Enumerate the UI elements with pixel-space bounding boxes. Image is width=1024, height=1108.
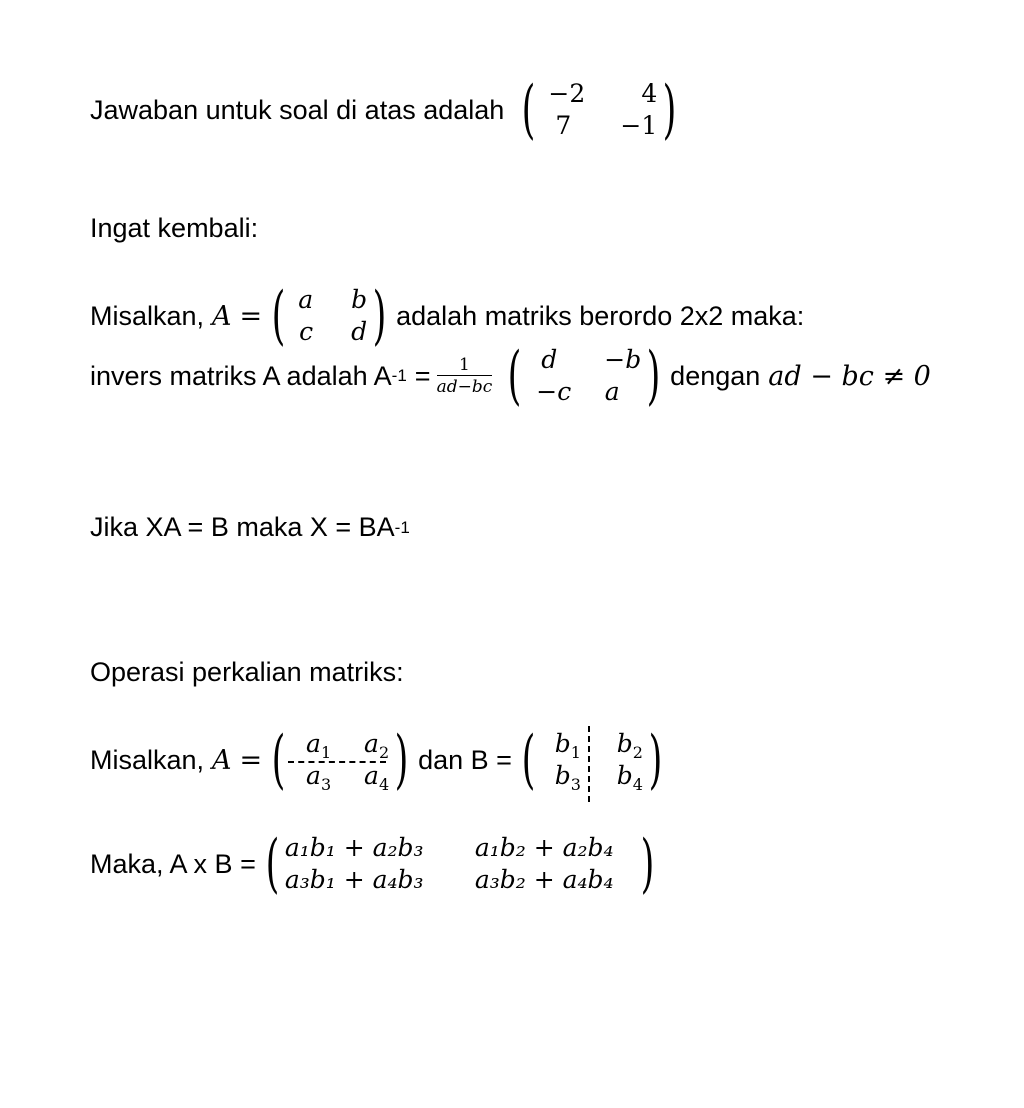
- partition-dash: [288, 761, 386, 763]
- dan-label: dan B =: [418, 744, 512, 775]
- definition-suffix: adalah matriks berordo 2x2 maka:: [396, 300, 805, 331]
- var-a: A: [212, 744, 232, 776]
- multiplication-heading: [90, 657, 404, 688]
- product-line: [90, 827, 664, 901]
- inverse-text: invers matriks A adalah A: [90, 360, 392, 391]
- matrix-cell: $b_3$: [554, 761, 581, 794]
- equals-sign: =: [239, 744, 263, 776]
- matrix-cell: a: [298, 285, 314, 314]
- matrix-cell: $b_1$: [554, 729, 581, 762]
- fraction-numerator: 1: [458, 354, 470, 375]
- matrix-cell: d: [351, 317, 368, 346]
- matrix-cell: a₃b₂ + a₄b₄: [474, 865, 614, 894]
- equals-sign: =: [239, 300, 263, 332]
- partition-dash: [588, 726, 590, 802]
- matrix-cell: 7: [555, 111, 572, 140]
- inverse-line: invers matriks A adalah A -1 = $\frac{1}{ad-bc}$ ( d −b −c a ) dengan ad − bc ≠ 0: [90, 339, 931, 413]
- answer-line: [90, 73, 686, 147]
- fraction: [437, 355, 493, 398]
- matrix-cell: a: [604, 377, 620, 406]
- product-label: Maka, A x B =: [90, 848, 256, 879]
- matrix-cell: d: [541, 345, 558, 374]
- matrix-cell: a₃b₁ + a₄b₃: [284, 865, 424, 894]
- matrix-abcd: ( a b c d ): [271, 279, 387, 353]
- matrix-cell: $a_2$: [364, 729, 390, 762]
- misalkan-label: Misalkan,: [90, 744, 205, 775]
- matrix-cell: $b_4$: [616, 761, 643, 794]
- adjugate-matrix: ( d −b −c a ): [507, 339, 661, 413]
- matrix-cell: −2: [548, 79, 586, 108]
- answer-text: Jawaban untuk soal di atas adalah: [90, 94, 505, 125]
- matrix-cell: 4: [641, 79, 658, 108]
- matrix-cell: a₁b₁ + a₂b₃: [284, 833, 424, 862]
- partition-line: [90, 723, 672, 797]
- matrix-cell: b: [351, 285, 368, 314]
- product-matrix: ( a₁b₁ + a₂b₃ a₁b₂ + a₂b₄ a₃b₁ + a₄b₃ a₃b₂ + a₄b₄ ): [265, 827, 655, 901]
- partitioned-matrix-b: ( $b_1$ $b_2$ $b_3$ $b_4$ ): [516, 728, 668, 792]
- reminder-heading: [90, 213, 258, 244]
- matrix-cell: $b_2$: [616, 729, 643, 762]
- dengan-label: dengan: [670, 360, 761, 391]
- determinant-condition: ad − bc ≠ 0: [768, 360, 931, 392]
- partitioned-matrix-a: ( $a_1$ $a_2$ $a_3$ $a_4$ ): [271, 723, 409, 797]
- matrix-cell: −1: [620, 111, 658, 140]
- matrix-cell: c: [299, 317, 314, 346]
- reminder-text: Ingat kembali:: [90, 213, 259, 243]
- definition-line: [90, 279, 805, 353]
- xa-b-text: Jika XA = B maka X = BA: [90, 512, 395, 542]
- equals-sign: =: [414, 360, 431, 391]
- xa-b-line: Jika XA = B maka X = BA -1: [90, 512, 410, 542]
- matrix-cell: −b: [604, 345, 642, 374]
- multiplication-text: Operasi perkalian matriks:: [90, 657, 404, 687]
- matrix-cell: −c: [536, 377, 572, 406]
- var-a: A: [212, 300, 232, 332]
- matrix-cell: $a_1$: [306, 729, 332, 762]
- matrix-cell: $a_3$: [306, 761, 332, 794]
- matrix-cell: $a_4$: [364, 761, 390, 794]
- answer-matrix: ( −2 4 7 −1 ): [521, 73, 677, 147]
- matrix-cell: a₁b₂ + a₂b₄: [474, 833, 614, 862]
- misalkan-label: Misalkan,: [90, 300, 205, 331]
- fraction-denominator: ad−bc: [436, 376, 493, 397]
